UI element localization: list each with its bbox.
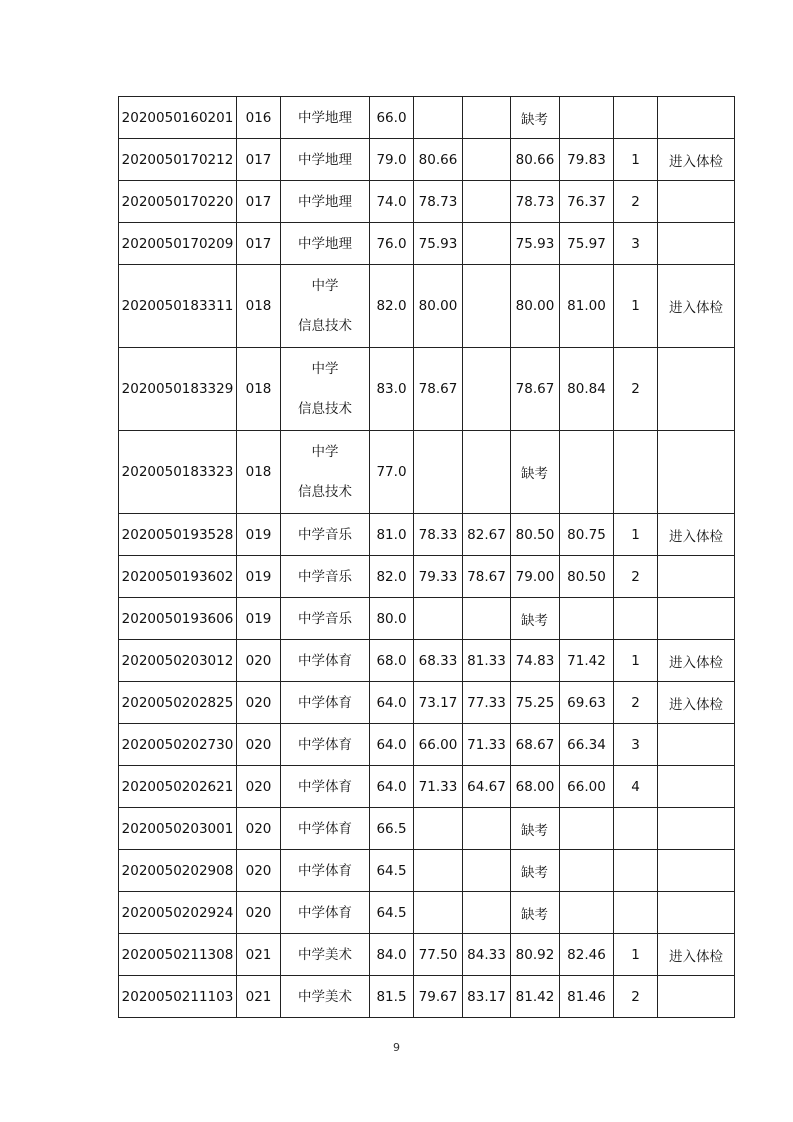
remark-cell: 进入体检 (658, 514, 735, 556)
interview-final-cell: 缺考 (511, 892, 560, 934)
interview-score-1-cell: 80.00 (414, 265, 463, 348)
written-score-cell: 83.0 (370, 348, 414, 431)
interview-final-cell: 缺考 (511, 431, 560, 514)
remark-cell (658, 892, 735, 934)
rank-cell (614, 431, 658, 514)
position-code-cell: 020 (237, 892, 281, 934)
position-code-cell: 017 (237, 139, 281, 181)
subject-line: 中学 (311, 361, 339, 377)
interview-score-1-cell (414, 598, 463, 640)
subject-cell (281, 850, 370, 892)
subject-cell (281, 682, 370, 724)
candidate-id-cell: 2020050203001 (119, 808, 237, 850)
table-body (119, 97, 735, 1018)
subject-line: 中学音乐 (298, 568, 352, 585)
remark-cell: 进入体检 (658, 934, 735, 976)
candidate-id-cell: 2020050193606 (119, 598, 237, 640)
interview-final-cell: 68.00 (511, 766, 560, 808)
subject-cell (281, 223, 370, 265)
position-code-cell: 020 (237, 766, 281, 808)
rank-cell (614, 892, 658, 934)
interview-final-cell: 78.67 (511, 348, 560, 431)
candidate-id-cell: 2020050202924 (119, 892, 237, 934)
written-score-cell: 66.5 (370, 808, 414, 850)
interview-final-cell: 75.93 (511, 223, 560, 265)
subject-line: 中学体育 (298, 904, 352, 921)
interview-score-2-cell (463, 97, 511, 139)
total-score-cell: 66.34 (560, 724, 614, 766)
table-row (119, 934, 735, 976)
written-score-cell: 79.0 (370, 139, 414, 181)
remark-cell (658, 181, 735, 223)
remark-cell: 进入体检 (658, 682, 735, 724)
subject-line: 中学 (311, 278, 339, 294)
candidate-id-cell: 2020050193528 (119, 514, 237, 556)
rank-cell: 2 (614, 556, 658, 598)
position-code-cell: 019 (237, 556, 281, 598)
subject-line: 信息技术 (298, 318, 352, 334)
table-row (119, 808, 735, 850)
table-row (119, 181, 735, 223)
interview-score-1-cell (414, 431, 463, 514)
subject-line: 中学体育 (298, 778, 352, 795)
interview-score-1-cell: 79.67 (414, 976, 463, 1018)
position-code-cell: 020 (237, 682, 281, 724)
table-row (119, 766, 735, 808)
table-row (119, 97, 735, 139)
table-row (119, 265, 735, 348)
rank-cell: 2 (614, 682, 658, 724)
subject-cell (281, 808, 370, 850)
table-row (119, 682, 735, 724)
total-score-cell: 81.46 (560, 976, 614, 1018)
interview-score-2-cell: 77.33 (463, 682, 511, 724)
remark-cell: 进入体检 (658, 139, 735, 181)
interview-score-2-cell: 64.67 (463, 766, 511, 808)
total-score-cell (560, 598, 614, 640)
written-score-cell: 64.0 (370, 682, 414, 724)
remark-cell: 进入体检 (658, 265, 735, 348)
written-score-cell: 64.5 (370, 850, 414, 892)
candidate-id-cell: 2020050170209 (119, 223, 237, 265)
interview-final-cell: 78.73 (511, 181, 560, 223)
interview-score-1-cell: 79.33 (414, 556, 463, 598)
rank-cell: 1 (614, 640, 658, 682)
written-score-cell: 76.0 (370, 223, 414, 265)
interview-score-1-cell: 66.00 (414, 724, 463, 766)
subject-cell (281, 139, 370, 181)
table-row (119, 892, 735, 934)
candidate-id-cell: 2020050211103 (119, 976, 237, 1018)
subject-line: 中学地理 (298, 109, 352, 126)
table-row (119, 139, 735, 181)
interview-score-1-cell: 71.33 (414, 766, 463, 808)
written-score-cell: 64.5 (370, 892, 414, 934)
candidate-id-cell: 2020050193602 (119, 556, 237, 598)
interview-score-2-cell (463, 808, 511, 850)
interview-final-cell: 81.42 (511, 976, 560, 1018)
interview-score-2-cell (463, 598, 511, 640)
table-row (119, 976, 735, 1018)
subject-cell (281, 766, 370, 808)
remark-cell (658, 724, 735, 766)
rank-cell: 1 (614, 514, 658, 556)
subject-line: 中学地理 (298, 235, 352, 252)
interview-final-cell: 缺考 (511, 598, 560, 640)
interview-score-1-cell (414, 892, 463, 934)
table-row (119, 514, 735, 556)
remark-cell (658, 348, 735, 431)
remark-cell (658, 976, 735, 1018)
interview-score-1-cell: 75.93 (414, 223, 463, 265)
position-code-cell: 020 (237, 808, 281, 850)
interview-score-1-cell: 78.67 (414, 348, 463, 431)
candidate-id-cell: 2020050202730 (119, 724, 237, 766)
remark-cell: 进入体检 (658, 640, 735, 682)
interview-score-1-cell (414, 808, 463, 850)
interview-score-1-cell: 80.66 (414, 139, 463, 181)
interview-final-cell: 缺考 (511, 808, 560, 850)
interview-score-2-cell (463, 892, 511, 934)
interview-score-2-cell: 71.33 (463, 724, 511, 766)
subject-cell (281, 598, 370, 640)
subject-line: 中学美术 (298, 946, 352, 963)
written-score-cell: 82.0 (370, 265, 414, 348)
written-score-cell: 66.0 (370, 97, 414, 139)
total-score-cell: 82.46 (560, 934, 614, 976)
subject-line: 中学美术 (298, 988, 352, 1005)
interview-score-1-cell (414, 97, 463, 139)
remark-cell (658, 598, 735, 640)
table-row (119, 556, 735, 598)
position-code-cell: 017 (237, 223, 281, 265)
rank-cell: 1 (614, 265, 658, 348)
interview-final-cell: 缺考 (511, 97, 560, 139)
candidate-id-cell: 2020050202621 (119, 766, 237, 808)
remark-cell (658, 223, 735, 265)
subject-cell (281, 514, 370, 556)
written-score-cell: 74.0 (370, 181, 414, 223)
written-score-cell: 64.0 (370, 724, 414, 766)
subject-line: 中学体育 (298, 694, 352, 711)
subject-line: 中学 (311, 444, 339, 460)
total-score-cell: 79.83 (560, 139, 614, 181)
interview-final-cell: 80.66 (511, 139, 560, 181)
rank-cell: 1 (614, 934, 658, 976)
interview-score-2-cell (463, 431, 511, 514)
candidate-id-cell: 2020050170220 (119, 181, 237, 223)
interview-score-2-cell: 78.67 (463, 556, 511, 598)
interview-final-cell: 80.50 (511, 514, 560, 556)
total-score-cell (560, 808, 614, 850)
table-row (119, 431, 735, 514)
position-code-cell: 019 (237, 514, 281, 556)
position-code-cell: 020 (237, 850, 281, 892)
position-code-cell: 020 (237, 640, 281, 682)
interview-score-2-cell: 81.33 (463, 640, 511, 682)
written-score-cell: 81.5 (370, 976, 414, 1018)
rank-cell (614, 598, 658, 640)
interview-score-2-cell (463, 348, 511, 431)
interview-score-1-cell (414, 850, 463, 892)
rank-cell: 1 (614, 139, 658, 181)
rank-cell (614, 808, 658, 850)
interview-score-1-cell: 68.33 (414, 640, 463, 682)
remark-cell (658, 431, 735, 514)
written-score-cell: 84.0 (370, 934, 414, 976)
total-score-cell: 69.63 (560, 682, 614, 724)
total-score-cell: 71.42 (560, 640, 614, 682)
interview-score-2-cell (463, 139, 511, 181)
table-row (119, 640, 735, 682)
candidate-id-cell: 2020050202908 (119, 850, 237, 892)
subject-cell (281, 556, 370, 598)
interview-score-1-cell: 78.33 (414, 514, 463, 556)
written-score-cell: 80.0 (370, 598, 414, 640)
interview-final-cell: 74.83 (511, 640, 560, 682)
interview-final-cell: 80.00 (511, 265, 560, 348)
interview-score-2-cell: 82.67 (463, 514, 511, 556)
rank-cell (614, 850, 658, 892)
remark-cell (658, 556, 735, 598)
rank-cell: 2 (614, 976, 658, 1018)
position-code-cell: 020 (237, 724, 281, 766)
written-score-cell: 77.0 (370, 431, 414, 514)
position-code-cell: 019 (237, 598, 281, 640)
interview-score-2-cell (463, 850, 511, 892)
interview-final-cell: 缺考 (511, 850, 560, 892)
position-code-cell: 018 (237, 431, 281, 514)
interview-final-cell: 79.00 (511, 556, 560, 598)
written-score-cell: 68.0 (370, 640, 414, 682)
rank-cell: 2 (614, 348, 658, 431)
total-score-cell: 80.84 (560, 348, 614, 431)
subject-line: 信息技术 (298, 484, 352, 500)
subject-cell (281, 265, 370, 348)
subject-line: 中学音乐 (298, 526, 352, 543)
subject-line: 中学体育 (298, 820, 352, 837)
written-score-cell: 64.0 (370, 766, 414, 808)
remark-cell (658, 850, 735, 892)
subject-cell (281, 181, 370, 223)
total-score-cell (560, 97, 614, 139)
rank-cell (614, 97, 658, 139)
interview-score-2-cell: 83.17 (463, 976, 511, 1018)
table-row (119, 223, 735, 265)
subject-line: 中学地理 (298, 151, 352, 168)
rank-cell: 2 (614, 181, 658, 223)
score-table (118, 96, 735, 1018)
interview-final-cell: 80.92 (511, 934, 560, 976)
candidate-id-cell: 2020050202825 (119, 682, 237, 724)
candidate-id-cell: 2020050203012 (119, 640, 237, 682)
written-score-cell: 81.0 (370, 514, 414, 556)
interview-score-2-cell (463, 223, 511, 265)
total-score-cell: 66.00 (560, 766, 614, 808)
written-score-cell: 82.0 (370, 556, 414, 598)
total-score-cell (560, 431, 614, 514)
rank-cell: 3 (614, 223, 658, 265)
total-score-cell: 80.50 (560, 556, 614, 598)
position-code-cell: 021 (237, 934, 281, 976)
interview-score-1-cell: 73.17 (414, 682, 463, 724)
candidate-id-cell: 2020050211308 (119, 934, 237, 976)
table-row (119, 598, 735, 640)
interview-score-2-cell (463, 181, 511, 223)
subject-line: 中学体育 (298, 862, 352, 879)
table-row (119, 348, 735, 431)
subject-line: 中学音乐 (298, 610, 352, 627)
page-number: 9 (393, 1041, 400, 1054)
rank-cell: 3 (614, 724, 658, 766)
total-score-cell: 75.97 (560, 223, 614, 265)
interview-final-cell: 68.67 (511, 724, 560, 766)
remark-cell (658, 766, 735, 808)
position-code-cell: 018 (237, 348, 281, 431)
interview-score-1-cell: 77.50 (414, 934, 463, 976)
subject-cell (281, 431, 370, 514)
subject-cell (281, 724, 370, 766)
candidate-id-cell: 2020050170212 (119, 139, 237, 181)
subject-cell (281, 348, 370, 431)
total-score-cell (560, 850, 614, 892)
interview-score-1-cell: 78.73 (414, 181, 463, 223)
position-code-cell: 017 (237, 181, 281, 223)
subject-line: 中学地理 (298, 193, 352, 210)
interview-score-2-cell: 84.33 (463, 934, 511, 976)
remark-cell (658, 808, 735, 850)
total-score-cell: 76.37 (560, 181, 614, 223)
subject-cell (281, 976, 370, 1018)
position-code-cell: 016 (237, 97, 281, 139)
table-row (119, 850, 735, 892)
rank-cell: 4 (614, 766, 658, 808)
total-score-cell (560, 892, 614, 934)
total-score-cell: 81.00 (560, 265, 614, 348)
position-code-cell: 021 (237, 976, 281, 1018)
candidate-id-cell: 2020050183323 (119, 431, 237, 514)
subject-cell (281, 934, 370, 976)
subject-cell (281, 97, 370, 139)
interview-final-cell: 75.25 (511, 682, 560, 724)
interview-score-2-cell (463, 265, 511, 348)
position-code-cell: 018 (237, 265, 281, 348)
candidate-id-cell: 2020050183329 (119, 348, 237, 431)
remark-cell (658, 97, 735, 139)
candidate-id-cell: 2020050160201 (119, 97, 237, 139)
table-row (119, 724, 735, 766)
subject-line: 中学体育 (298, 736, 352, 753)
total-score-cell: 80.75 (560, 514, 614, 556)
subject-line: 中学体育 (298, 652, 352, 669)
subject-line: 信息技术 (298, 401, 352, 417)
subject-cell (281, 892, 370, 934)
candidate-id-cell: 2020050183311 (119, 265, 237, 348)
subject-cell (281, 640, 370, 682)
